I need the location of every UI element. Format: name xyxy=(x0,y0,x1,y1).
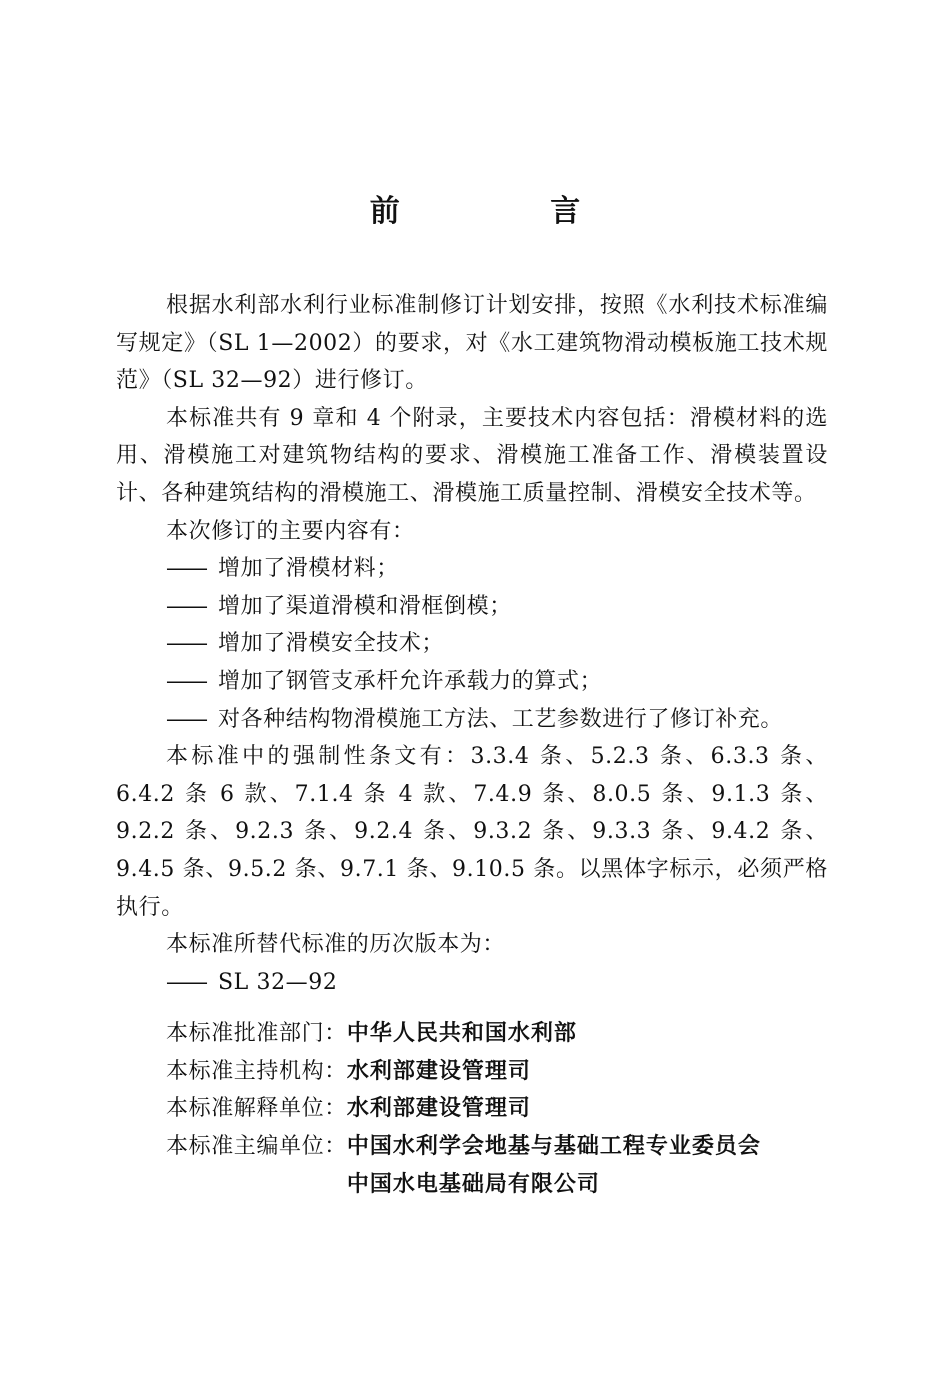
chief-editor-value: 中国水电基础局有限公司 xyxy=(346,1171,600,1197)
dash-symbol: —— xyxy=(166,593,206,619)
chief-editor-row xyxy=(116,1128,828,1203)
dash-symbol: —— xyxy=(166,969,206,995)
chief-editor-value: 中国水利学会地基与基础工程专业委员会 xyxy=(346,1134,761,1160)
chief-editor-label: 本标准主编单位： xyxy=(166,1134,347,1160)
dash-symbol: —— xyxy=(166,706,206,732)
host-organization-value: 水利部建设管理司 xyxy=(346,1058,531,1084)
paragraph-content-summary: 本标准共有 9 章和 4 个附录，主要技术内容包括：滑模材料的选用、滑模施工对建筑物结构的要求、滑模施工准备工作、滑模装置设计、各种建筑结构的滑模施工、滑模施工质量控制、滑模安全技术等。 xyxy=(116,405,828,506)
revision-item xyxy=(116,550,828,588)
revision-item xyxy=(116,663,828,701)
replaced-version-text: SL 32—92 xyxy=(218,969,338,995)
revision-item xyxy=(116,588,828,626)
host-organization-row xyxy=(116,1053,828,1091)
paragraph-replaced-intro: 本标准所替代标准的历次版本为： xyxy=(166,932,506,958)
approval-department-row xyxy=(116,1015,828,1053)
dash-symbol: —— xyxy=(166,668,206,694)
revision-item-text: 增加了钢管支承杆允许承载力的算式； xyxy=(218,668,603,694)
approval-department-label: 本标准批准部门： xyxy=(166,1021,347,1047)
revision-item-text: 对各种结构物滑模施工方法、工艺参数进行了修订补充。 xyxy=(218,706,784,732)
interpretation-unit-row xyxy=(116,1090,828,1128)
paragraph-mandatory-clauses: 本标准中的强制性条文有：3.3.4 条、5.2.3 条、6.3.3 条、6.4.2 条 6 款、7.1.4 条 4 款、7.4.9 条、8.0.5 条、9.1.3 条、9.2.2 条、9.2.3 条、9.2.4 条、9.3.2 条、9.3.3 条、9.4.2 条、9.4.5 条、9.5.2 条、9.7.1 条、9.10.5 条。以黑体字标示，必须严格执行。 xyxy=(116,744,828,920)
dash-symbol: —— xyxy=(166,556,206,582)
dash-symbol: —— xyxy=(166,631,206,657)
paragraph-revision-basis: 根据水利部水利行业标准制修订计划安排，按照《水利技术标准编写规定》（SL 1—2002）的要求，对《水工建筑物滑动模板施工技术规范》（SL 32—92）进行修订。 xyxy=(116,293,828,394)
revision-item xyxy=(116,625,828,663)
host-organization-label: 本标准主持机构： xyxy=(166,1058,347,1084)
interpretation-unit-label: 本标准解释单位： xyxy=(166,1096,347,1122)
revision-item-text: 增加了滑模材料； xyxy=(218,556,399,582)
interpretation-unit-value: 水利部建设管理司 xyxy=(346,1096,531,1122)
revision-item-text: 增加了滑模安全技术； xyxy=(218,631,445,657)
revision-item-text: 增加了渠道滑模和滑框倒模； xyxy=(218,593,512,619)
page-title: 前 言 xyxy=(369,194,651,229)
paragraph-revision-intro: 本次修订的主要内容有： xyxy=(166,518,415,544)
section-spacer xyxy=(116,1001,828,1015)
replaced-version-item xyxy=(116,964,828,1002)
preface-body xyxy=(116,287,828,1203)
revision-item xyxy=(116,701,828,739)
chief-editor-values xyxy=(347,1128,761,1203)
approval-department-value: 中华人民共和国水利部 xyxy=(346,1021,577,1047)
